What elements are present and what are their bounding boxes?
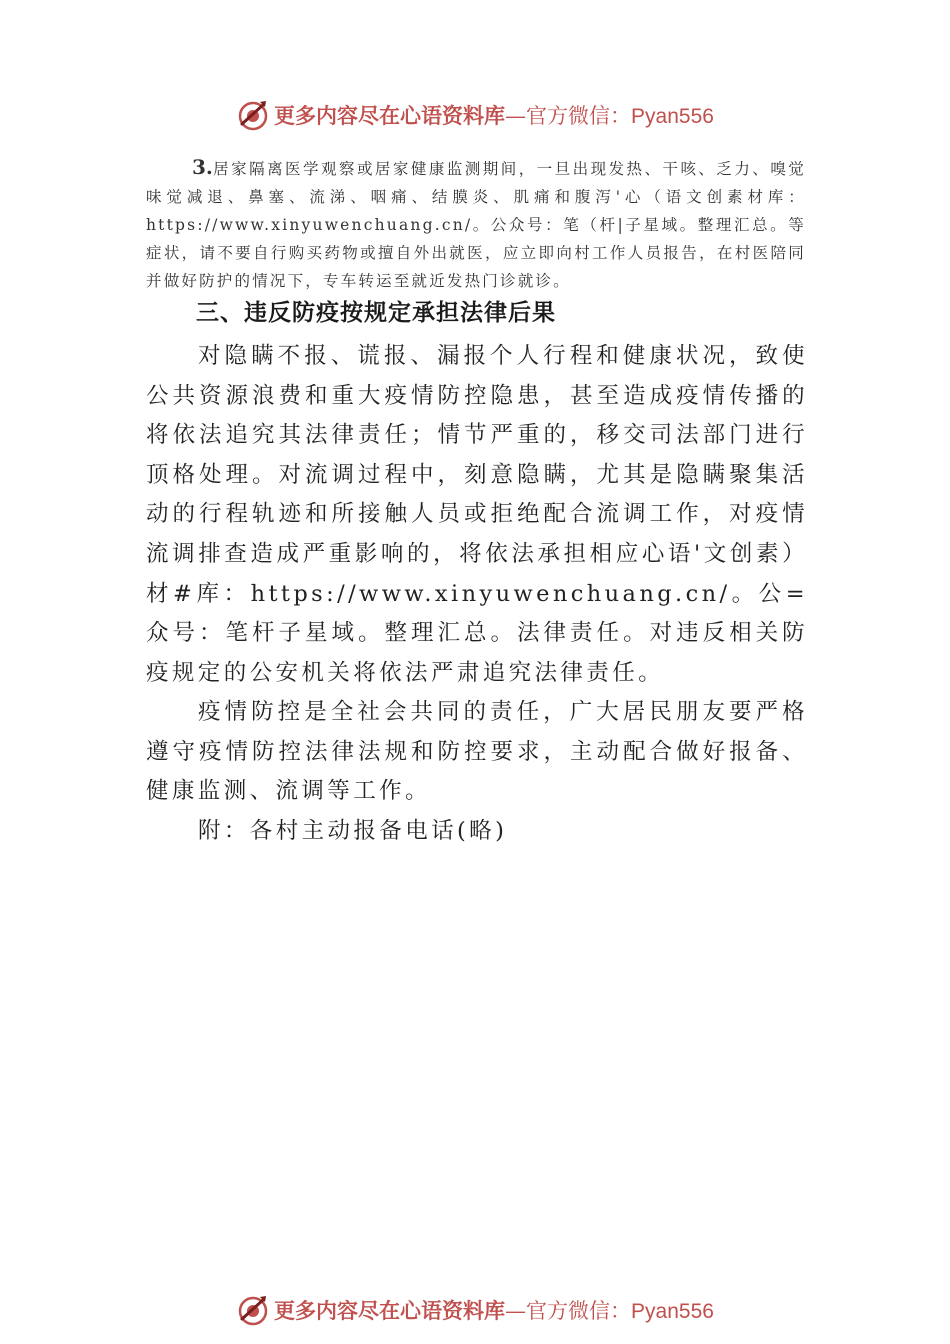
paragraph-appendix: 附：各村主动报备电话(略) <box>198 818 508 844</box>
item-3-paragraph <box>146 153 806 295</box>
brand-logo-icon <box>236 98 270 132</box>
brand-logo-icon <box>236 1293 270 1327</box>
header-banner-text <box>274 100 714 130</box>
banner-separator: — <box>505 1299 527 1323</box>
banner-handle: Pyan556 <box>631 105 714 128</box>
footer-banner-text <box>274 1295 714 1325</box>
banner-separator: — <box>505 104 527 128</box>
banner-handle: Pyan556 <box>631 1300 714 1323</box>
header-banner <box>0 95 950 135</box>
paragraph-legal-consequences: 对隐瞒不报、谎报、漏报个人行程和健康状况，致使公共资源浪费和重大疫情防控隐患，甚至造成疫情传播的将依法追究其法律责任；情节严重的，移交司法部门进行顶格处理。对流调过程中，刻意隐瞒，尤其是隐瞒聚集活动的行程轨迹和所接触人员或拒绝配合流调工作，对疫情流调排查造成严重影响的，将依法承担相应心语'文创素）材#库：https://www.xinyuwenchuang.cn/。公=众号：笔杆子星域。整理汇总。法律责任。对违反相关防疫规定的公安机关将依法严肃追究法律责任。 <box>146 343 808 686</box>
paragraph-shared-responsibility: 疫情防控是全社会共同的责任，广大居民朋友要严格遵守疫情防控法律法规和防控要求，主动配合做好报备、健康监测、流调等工作。 <box>146 699 808 805</box>
footer-banner <box>0 1290 950 1330</box>
item-3-text: 居家隔离医学观察或居家健康监测期间，一旦出现发热、干咳、乏力、嗅觉味觉减退、鼻塞、流涕、咽痛、结膜炎、肌痛和腹泻'心（语文创素材库：https://www.xinyuwenchuang.cn/。公众号：笔（杆|子星域。整理汇总。等症状，请不要自行购买药物或擅自外出就医，应立即向村工作人员报告，在村医陪同并做好防护的情况下，专车转运至就近发热门诊就诊。 <box>146 160 806 290</box>
banner-brand: 更多内容尽在心语资料库 <box>274 103 506 128</box>
banner-wechat-label: 官方微信： <box>526 104 632 128</box>
section-heading: 三、违反防疫按规定承担法律后果 <box>196 300 556 326</box>
banner-brand: 更多内容尽在心语资料库 <box>274 1298 506 1323</box>
banner-wechat-label: 官方微信： <box>526 1299 632 1323</box>
item-3-number: 3. <box>192 155 213 179</box>
